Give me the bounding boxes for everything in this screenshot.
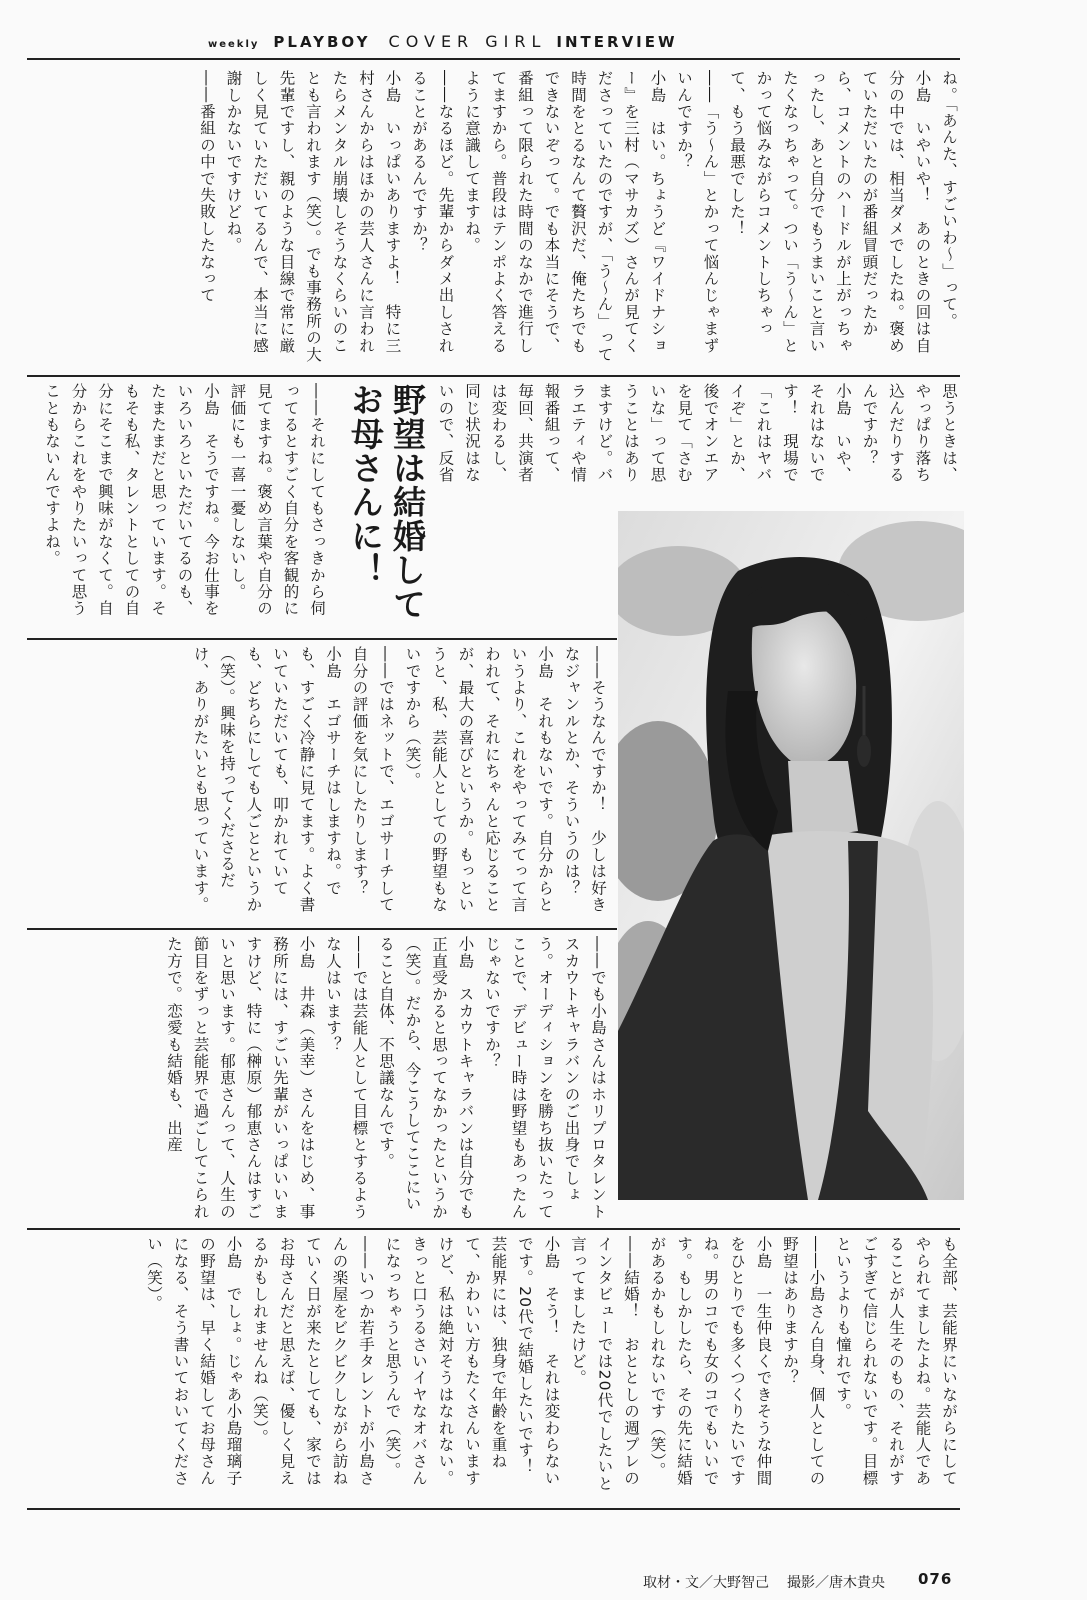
writer-credit: 取材・文／大野智己 — [643, 1575, 769, 1591]
credits — [643, 1572, 903, 1592]
article-text: 思うときは、やっぱり落ち込んだりするんですか？ 小島 いや、それはないです！ 現場で「これはヤバイぞ」とか、後でオンエアを見て「さむいな」って思うことはありますけど。バラエティや情報番組って、毎回、共演者は変わるし、同じ状況はないので、反省 — [436, 383, 958, 484]
article-kind: INTERVIEW — [556, 33, 678, 51]
article-text: ――でも小島さんはホリプロタレントスカウトキャラバンのご出身でしょう。オーディションを勝ち抜いたってことで、デビュー時は野望もあったんじゃないですか？ 小島 スカウトキャラバンは自分でも正直受かると思ってなかったというか（笑）。だから、今こうしてここにいること自体、不思議なんです。 ――では芸能人として目標とするような人はいます？ 小島 井森（美幸）さんをはじめ、事務所には、すごい先輩がいっぱいいますけど、特に（榊原）郁恵さんはすごいと思います。郁恵さんって、人生の節目をずっと芸能界で過ごしてこられた方で。恋愛も結婚も、出産 — [165, 936, 607, 1220]
row-divider-2 — [27, 638, 617, 640]
section-name: COVER GIRL — [388, 32, 547, 51]
page-number: 076 — [918, 1570, 953, 1588]
text-block-row5 — [27, 1236, 962, 1501]
row-divider-1 — [27, 375, 960, 377]
article-text: ――そうなんですか！ 少しは好きなジャンルとか、そういうのは？ 小島 それもないです。自分からというより、これをやってみてって言われて、それにちゃんと応じることが、最大の喜びというか。もっというと、私、芸能人としての野望もないですから（笑）。 ――ではネットで、エゴサーチして自分の評価を気にしたりします？ 小島 エゴサーチはしますね。でも、すごく冷静に見てます。よく書いていただいても、叩かれていても、どちらにしても人ごとというか（笑）。興味を持ってくださるだけ、ありがたいとも思っています。 — [191, 646, 607, 914]
text-block-row4 — [27, 936, 611, 1221]
article-text: も全部、芸能界にいながらにしてやられてましたよね。芸能人であることが人生そのもの、それがすごすぎて信じられないです。目標というよりも憧れです。 ――小島さん自身、個人としての野望はありますか？ 小島 一生仲良くできそうな仲間をひとりでも多くつくりたいですね。男のコでも女のコでもいいです。もしかしたら、その先に結婚があるかもしれないです（笑）。 ――結婚！ おととしの週プレのインタビューでは20代でしたいと言ってましたけど。 小島 そう！ それは変わらないです。20代で結婚したいです！ 芸能界には、独身で年齢を重ねて、かわいい方もたくさんいますけど、私は絶対そうはなれない。きっと口うるさいイヤなオバさんになっちゃうと思うんで（笑）。 ――いつか若手タレントが小島さんの楽屋をビクビクしながら訪ねていく日が来たとしても、家ではお母さんだと思えば、優しく見えるかもしれませんね（笑）。 小島 でしょ。じゃあ小島瑠璃子の野望は、早く結婚してお母さんになる、そう書いておいてください（笑）。 — [145, 1236, 958, 1492]
bottom-rule — [27, 1508, 960, 1510]
headline: 野望は結婚して お母さんに！ — [346, 383, 427, 621]
row-divider-3 — [27, 928, 617, 930]
portrait-photo — [618, 511, 964, 1200]
text-block-row1 — [27, 70, 962, 368]
text-block-row3 — [27, 646, 611, 921]
text-block-row2-right — [436, 383, 962, 495]
magazine-name: PLAYBOY — [273, 33, 371, 51]
top-rule — [27, 58, 960, 60]
running-head-text — [208, 32, 678, 51]
article-text: ――それにしてもさっきから伺ってるとすごく自分を客観的に見てますね。褒め言葉や自分の評価にも一喜一憂しないし。 小島 そうですね。今お仕事をいろいろといただいてるのも、たまたまだと思っています。そもそも私、タレントとしての自分にそこまで興味がなくて。自分からこれをやりたいって思うこともないんですよね。 — [43, 383, 326, 617]
article-text: ね。「あんた、すごいわ～」って。 小島 いやいや！ あのときの回は自分の中では、相当ダメでしたね。褒めていただいたのが番組冒頭だったから、コメントのハードルが上がっちゃったし、あと自分でもうまいこと言いたくなっちゃって。つい「う～ん」とかって悩みながらコメントしちゃって、もう最悪でした！ ――「う～ん」とかって悩んじゃまずいんですか？ 小島 はい。ちょうど『ワイドナショー』を三村（マサカズ）さんが見てくださっていたのですが、「う～ん」って時間をとるなんて贅沢だ、俺たちでもできないぞって。でも本当にそうで、番組って限られた時間のなかで進行してますから。普段はテンポよく答えるように意識してますね。 ――なるほど。先輩からダメ出しされることがあるんですか？ 小島 いっぱいありますよ！ 特に三村さんからはほかの芸人さんに言われたらメンタル崩壊しそうなくらいのことも言われます（笑）。でも事務所の大先輩ですし、親のような目線で常に厳しく見ていただいてるんで、本当に感謝しかないですけどね。 ――番組の中で失敗したなって — [198, 70, 958, 363]
weekly-label: weekly — [208, 39, 260, 50]
row-divider-4 — [27, 1228, 960, 1230]
text-block-row2-left — [27, 383, 330, 631]
photographer-credit: 撮影／唐木貴央 — [787, 1575, 885, 1591]
